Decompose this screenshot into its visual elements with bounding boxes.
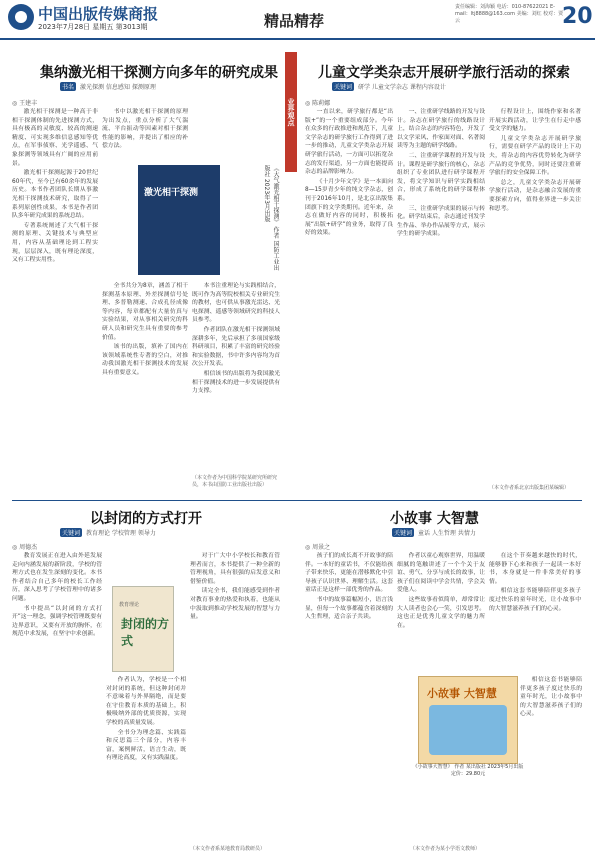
article3-column-1: [12, 552, 102, 852]
paragraph: 对于广大中小学校长和教育管理者而言，本书提供了一种全新的管理视角，具有很强的启发意义和借鉴价值。: [190, 553, 280, 585]
article1-column-3: [192, 282, 280, 472]
book-caption: 《小故事大智慧》 作者 某出版社 2023年5月出版 定价：29.80元: [412, 764, 524, 777]
article1-tags: [58, 82, 156, 91]
book-cover-image: 小故事 大智慧: [418, 676, 518, 764]
paragraph: 相信这套书能够陪伴更多孩子度过快乐的童年时光，让小故事中的大智慧滋养孩子们的心灵。: [520, 677, 582, 718]
paragraph: 在这个节奏越来越快的时代，能够静下心来和孩子一起读一本好书，本身就是一件非常美好的事情。: [489, 553, 581, 585]
paragraph: 作者团队在激光相干探测领域深耕多年，先后承担了多项国家级科研项目，积累了丰富的研究经验和实验数据，书中许多内容均为首次公开发表。: [192, 326, 280, 368]
paragraph: 专著系统阐述了大气相干探测的原理、关键技术与典型应用，内容从基础理论到工程实现，层层深入，既有理论深度，又有工程实用性。: [12, 222, 98, 264]
article4-footnote: （本文作者为某小学语文教师）: [410, 846, 481, 852]
tag: 关键词: [394, 530, 413, 537]
tag: 人生哲理: [431, 530, 456, 537]
article2-author: ◎ 陈莉娜: [305, 100, 331, 107]
article2-column-2: [397, 108, 485, 493]
article4-headline: 小故事 大智慧: [390, 511, 479, 527]
paragraph: 相信这套书能够陪伴更多孩子度过快乐的童年时光，让小故事中的大智慧滋养孩子们的心灵。: [489, 588, 581, 612]
issue-info: 2023年7月28日 星期五 第3013期: [38, 23, 148, 31]
paragraph: 激光相干探测起源于20世纪60年代，至今已有60余年的发展历史。本书作者团队长期从事激光相干探测技术研究，取得了一系列原创性成果，本书是作者团队多年研究成果的系统总结。: [12, 170, 98, 220]
paragraph: 总之，儿童文学类杂志开展研学旅行活动，是杂志融合发展的重要探索方向，值得业界进一步关注和思考。: [489, 179, 581, 212]
tag: 课程内容设计: [409, 84, 446, 91]
paragraph: 这些故事看似简单，却常常让大人读者也会心一笑，引发思考。这也正是优秀儿童文学的魅力所在。: [397, 596, 485, 629]
paragraph: 激光相干探测是一种高于非相干探测体制的先进探测方式，具有极高的灵敏度、较高的测速精度、可实现多维信息感知等优点，在军事侦察、光学遥感、气象探测等领域具有广阔的应用前景。: [12, 109, 98, 167]
article1-column-2-top: [102, 108, 188, 158]
article3-headline: 以封闭的方式打开: [90, 511, 202, 527]
article4-author: ◎ 周景之: [305, 544, 331, 551]
tag: 关键词: [334, 84, 353, 91]
book-cover-image: 激光相干探测: [138, 165, 220, 275]
newspaper-logo-icon: [8, 4, 34, 30]
article4-column-3-wrap: [520, 676, 582, 846]
section-title: 精品精荐: [264, 12, 325, 30]
tag: 研学: [357, 84, 370, 91]
article3-tags: [58, 528, 156, 537]
paragraph: 三、注重研学成果的展示与转化。研学结束后，杂志通过刊发学生作品、举办作品展等方式，展示学生的研学成果。: [397, 205, 485, 238]
paragraph: 二、注重研学课程的开发与设计。课程是研学旅行的核心，杂志组织了专业团队进行研学课程开发，将文学知识与研学实践相结合，形成了系统化的研学课程体系。: [397, 152, 485, 202]
paragraph: 书中提出“以封闭的方式打开”这一理念，强调学校管理既要有边界意识，又要有开放的胸怀，在规范中求发展，在坚守中求创新。: [12, 605, 102, 638]
newspaper-name: 中国出版传媒商报: [38, 5, 159, 23]
tag: 领导力: [137, 530, 156, 537]
tag: 共情力: [457, 530, 476, 537]
article4-tags: [390, 528, 476, 537]
article2-footnote: （本文作者系北京出版集团某编辑）: [489, 485, 570, 491]
article3-author: ◎ 周德杰: [12, 544, 38, 551]
page-number: 20: [562, 4, 593, 29]
paragraph: 作者认为，学校是一个相对封闭的系统，但这种封闭并不意味着与外界隔绝，而是要在守住教育本质的基础上，积极吸纳外部的优质资源，实现学校的高质量发展。: [106, 677, 186, 726]
paragraph: 作者以童心观察世界，用温暖细腻的笔触讲述了一个个关于友谊、勇气、分享与成长的故事，让孩子们在阅读中学会共情，学会关爱他人。: [397, 553, 485, 594]
article1-headline: 集纳激光相干探测方向多年的研究成果: [40, 65, 278, 81]
tag: 教育理论: [85, 530, 110, 537]
paragraph: 全书共分为8章，涵盖了相干探测基本原理、外差探测信号处理、多普勒测速、合成孔径成像等内容，每章都配有大量仿真与实验结果，对从事相关研究的科研人员和研究生具有重要的参考价值。: [102, 283, 188, 341]
paragraph: 教育发展正在进入由外延发展走向内涵发展的新阶段，学校的管理方式也在发生深刻的变化。本书作者结合自己多年的校长工作经历，深入思考了学校管理中的诸多问题。: [12, 553, 102, 602]
paragraph: 全书分为理念篇、实践篇和反思篇三个部分，内容丰富，案例鲜活，语言生动，既有理论高度，又有实践温度。: [106, 729, 186, 762]
article1-author: ◎ 王建丰: [12, 100, 38, 107]
article2-headline: 儿童文学类杂志开展研学旅行活动的探索: [318, 65, 570, 81]
cover-illustration: [429, 705, 507, 755]
tag: 探测原理: [131, 84, 156, 91]
paragraph: 相信该书的出版将为我国激光相干探测技术的进一步发展提供有力支撑。: [192, 370, 280, 395]
paragraph: 行程设计上，围绕作家和名著开展实践活动，让学生在行走中感受文学的魅力。: [489, 109, 581, 133]
article2-tags: [330, 82, 446, 91]
article4-column-1: [305, 552, 393, 852]
tag: 童话: [417, 530, 430, 537]
article1-column-2: [102, 282, 188, 482]
paragraph: 书中以激光相干探测的原理为出发点，重点分析了大气湍流、平台振动等因素对相干探测性能的影响，并提出了相应的补偿方法。: [102, 109, 188, 150]
article3-column-3: [190, 552, 280, 842]
book-cover-image: 教育理论 封闭的方式: [112, 586, 174, 672]
paragraph: 读完全书，我们能感受到作者对教育事业的热爱和执着，也能从中汲取到推动学校发展的智慧与力量。: [190, 588, 280, 621]
tag: 儿童文学杂志: [371, 84, 408, 91]
paragraph: 本书注重理论与实践相结合，既可作为高等院校相关专业研究生的教材，也可供从事激光雷达、光电探测、遥感等领域研究的科技人员参考。: [192, 283, 280, 324]
paragraph: 书中的故事篇幅短小，语言浅显，但每一个故事都蕴含着深刻的人生哲理，适合亲子共读。: [305, 596, 393, 621]
paragraph: 孩子们的成长离不开故事的陪伴。一本好的童话书，不仅能给孩子带来快乐，更能在潜移默化中引导孩子认识世界、理解生活。这套童话正是这样一部优秀的作品。: [305, 553, 393, 594]
paragraph: 《十月少年文学》是一本面向8—15岁青少年的纯文学杂志，创刊于2016年10月，是北京出版集团旗下的文学类期刊。近年来，杂志在做好内容的同时，积极拓展“出版+研学”的业务，取得了良好的效果。: [305, 178, 393, 237]
article1-column-1: [12, 108, 98, 488]
book-caption: 《大气激光相干探测》 作者 国防工业出版社 2023年3月出版: [263, 165, 279, 271]
paragraph: 儿童文学类杂志开展研学旅行，需要在研学产品的设计上下功夫，将杂志的内容优势转化为研学产品的竞争优势，同时还要注重研学旅行的安全保障工作。: [489, 135, 581, 177]
article3-footnote: （本文作者系某地教育局教研员）: [190, 846, 266, 852]
editor-contact: 责任编辑：刘海颖 电话：010-87622021 E-mail：ltj8888@163.com 美编：刘红 校对：贾云: [455, 4, 564, 24]
tag: 信息感知: [105, 84, 130, 91]
paragraph: 一、注重研学线路的开发与设计。杂志在研学旅行的线路设计上，结合杂志的内容特色，开发了以文学采风、作家面对面、名著阅读等为主题的研学线路。: [397, 109, 485, 150]
article4-column-3: [489, 552, 581, 670]
article2-column-1: [305, 108, 393, 493]
tag: 学校管理: [111, 530, 136, 537]
article4-column-2: [397, 552, 485, 672]
tag: 书名: [62, 84, 75, 91]
article1-footnote: （本文作者为中国科学院某研究所研究员，本书由国防工业出版社出版）: [192, 475, 278, 488]
paragraph: 该书的出版，填补了国内在该领域系统性专著的空白，对推动我国激光相干探测技术的发展具有重要意义。: [102, 344, 188, 376]
side-banner: 业界观点: [285, 52, 297, 172]
section-divider: [12, 500, 582, 501]
article3-column-2: [106, 676, 186, 852]
paragraph: 一直以来，研学旅行都是“出版+”的一个重要组成部分。今年在众多的行政推进和规范下，儿童文学杂志的研学旅行工作得到了进一步的推动，儿童文学类杂志开展研学旅行活动，一方面可以拓宽杂志的发行渠道，另一方面也能提高杂志的品牌影响力。: [305, 109, 393, 176]
article2-column-3: [489, 108, 581, 483]
tag: 激光探测: [79, 84, 104, 91]
tag: 关键词: [62, 530, 81, 537]
